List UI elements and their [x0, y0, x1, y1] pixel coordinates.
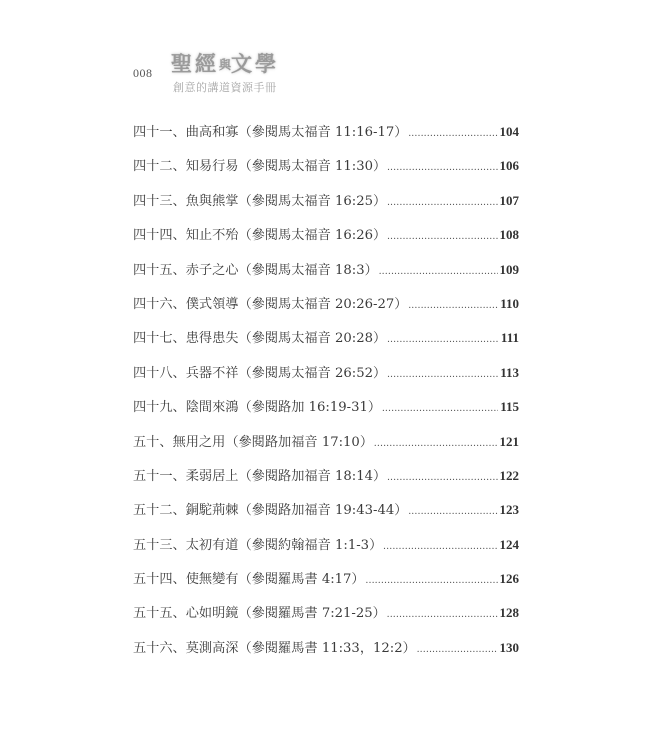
- scripture-reference: （參閱馬太福音 11:30）: [238, 159, 387, 175]
- entry-number: 五十六、: [133, 640, 186, 656]
- book-title-connector: 與: [219, 58, 232, 72]
- entry-number: 四十三、: [133, 193, 186, 209]
- entry-title: 陰間來鴻: [185, 400, 239, 416]
- entry-title: 太初有道: [185, 537, 239, 553]
- page-reference: 130: [499, 639, 519, 655]
- page-number: 008: [133, 66, 153, 80]
- scripture-reference: （參閱路加福音 19:43-44）: [238, 503, 408, 519]
- scripture-reference: （參閱馬太福音 16:26）: [238, 228, 387, 244]
- dot-leader: [387, 334, 499, 345]
- toc-entry: [133, 121, 519, 155]
- entry-number: 五十、: [133, 434, 173, 450]
- table-of-contents: [133, 121, 519, 671]
- dot-leader: [387, 472, 497, 483]
- entry-number: 五十四、: [133, 572, 186, 588]
- dot-leader: [374, 438, 497, 449]
- toc-entry: [133, 602, 519, 636]
- dot-leader: [417, 644, 498, 655]
- entry-title: 赤子之心: [185, 262, 239, 278]
- dot-leader: [408, 506, 497, 517]
- book-subtitle: 創意的講道資源手冊: [173, 81, 277, 94]
- page-reference: 106: [499, 158, 519, 174]
- dot-leader: [383, 541, 497, 552]
- entry-number: 五十三、: [133, 537, 186, 553]
- toc-entry: [133, 396, 519, 430]
- scripture-reference: （參閱馬太福音 11:16-17）: [238, 125, 408, 140]
- entry-number: 五十五、: [133, 606, 186, 622]
- toc-entry: [133, 259, 519, 293]
- entry-title: 無用之用: [172, 434, 226, 450]
- book-title-part2: 文學: [231, 51, 280, 76]
- entry-number: 四十六、: [133, 296, 186, 312]
- entry-title: 患得患失: [185, 331, 239, 347]
- page-reference: 115: [500, 399, 519, 415]
- entry-number: 四十九、: [133, 400, 186, 416]
- page-reference: 108: [499, 227, 519, 243]
- entry-title: 使無變有: [185, 572, 239, 588]
- entry-title: 柔弱居上: [185, 468, 239, 484]
- dot-leader: [382, 403, 498, 414]
- dot-leader: [408, 300, 498, 311]
- dot-leader: [387, 197, 497, 208]
- entry-number: 四十四、: [133, 228, 186, 244]
- scripture-reference: （參閱路加福音 17:10）: [225, 434, 374, 450]
- entry-title: 兵器不祥: [185, 365, 239, 381]
- toc-entry: [133, 431, 519, 465]
- entry-number: 四十七、: [133, 331, 186, 347]
- toc-entry: [133, 155, 519, 189]
- scripture-reference: （參閱馬太福音 20:28）: [238, 331, 387, 347]
- entry-number: 五十二、: [133, 503, 186, 519]
- entry-title: 知易行易: [185, 159, 239, 175]
- entry-title: 心如明鏡: [185, 606, 239, 622]
- scripture-reference: （參閱羅馬書 4:17）: [238, 572, 365, 588]
- entry-title: 知止不殆: [185, 228, 239, 244]
- page-reference: 104: [499, 124, 519, 139]
- page-reference: 110: [500, 295, 519, 311]
- dot-leader: [387, 369, 498, 380]
- toc-entry: [133, 190, 519, 224]
- scripture-reference: （參閱馬太福音 16:25）: [238, 193, 387, 209]
- toc-entry: [133, 362, 519, 396]
- entry-number: 五十一、: [133, 468, 186, 484]
- entry-title: 魚與熊掌: [185, 193, 239, 209]
- scripture-reference: （參閱羅馬書 11:33，12:2）: [238, 640, 416, 656]
- scripture-reference: （參閱約翰福音 1:1-3）: [238, 537, 383, 553]
- book-title: [171, 48, 279, 78]
- page-reference: 122: [499, 467, 519, 483]
- toc-entry: [133, 224, 519, 258]
- entry-title: 曲高和寡: [185, 125, 239, 140]
- page-reference: 107: [499, 192, 519, 208]
- page-reference: 111: [500, 330, 519, 346]
- entry-title: 僕式領導: [185, 296, 239, 312]
- dot-leader: [366, 575, 498, 586]
- page-reference: 109: [499, 261, 519, 277]
- scripture-reference: （參閱馬太福音 20:26-27）: [238, 296, 408, 312]
- page-reference: 128: [499, 605, 519, 621]
- scripture-reference: （參閱羅馬書 7:21-25）: [238, 606, 386, 622]
- book-title-part1: 聖經: [171, 51, 219, 76]
- scripture-reference: （參閱路加福音 18:14）: [238, 468, 387, 484]
- page-reference: 126: [499, 571, 519, 587]
- toc-entry: [133, 327, 519, 361]
- dot-leader: [387, 231, 497, 242]
- scripture-reference: （參閱馬太福音 26:52）: [238, 365, 387, 381]
- dot-leader: [379, 266, 498, 277]
- toc-entry: [133, 293, 519, 327]
- dot-leader: [387, 162, 497, 173]
- page-reference: 124: [499, 536, 519, 552]
- toc-entry: [133, 534, 519, 568]
- entry-number: 四十五、: [133, 262, 186, 278]
- entry-title: 莫測高深: [185, 640, 239, 656]
- entry-number: 四十二、: [133, 159, 186, 175]
- page-reference: 121: [499, 433, 519, 449]
- page-reference: 123: [499, 502, 519, 518]
- scripture-reference: （參閱路加 16:19-31）: [238, 400, 382, 416]
- dot-leader: [408, 128, 497, 139]
- toc-entry: [133, 465, 519, 499]
- entry-number: 四十八、: [133, 365, 186, 381]
- toc-entry: [133, 637, 519, 671]
- scripture-reference: （參閱馬太福音 18:3）: [238, 262, 378, 278]
- toc-entry: [133, 568, 519, 602]
- page-reference: 113: [500, 364, 519, 380]
- entry-title: 銅駝荊棘: [185, 503, 239, 519]
- dot-leader: [387, 609, 498, 620]
- entry-number: 四十一、: [133, 125, 186, 140]
- toc-entry: [133, 499, 519, 533]
